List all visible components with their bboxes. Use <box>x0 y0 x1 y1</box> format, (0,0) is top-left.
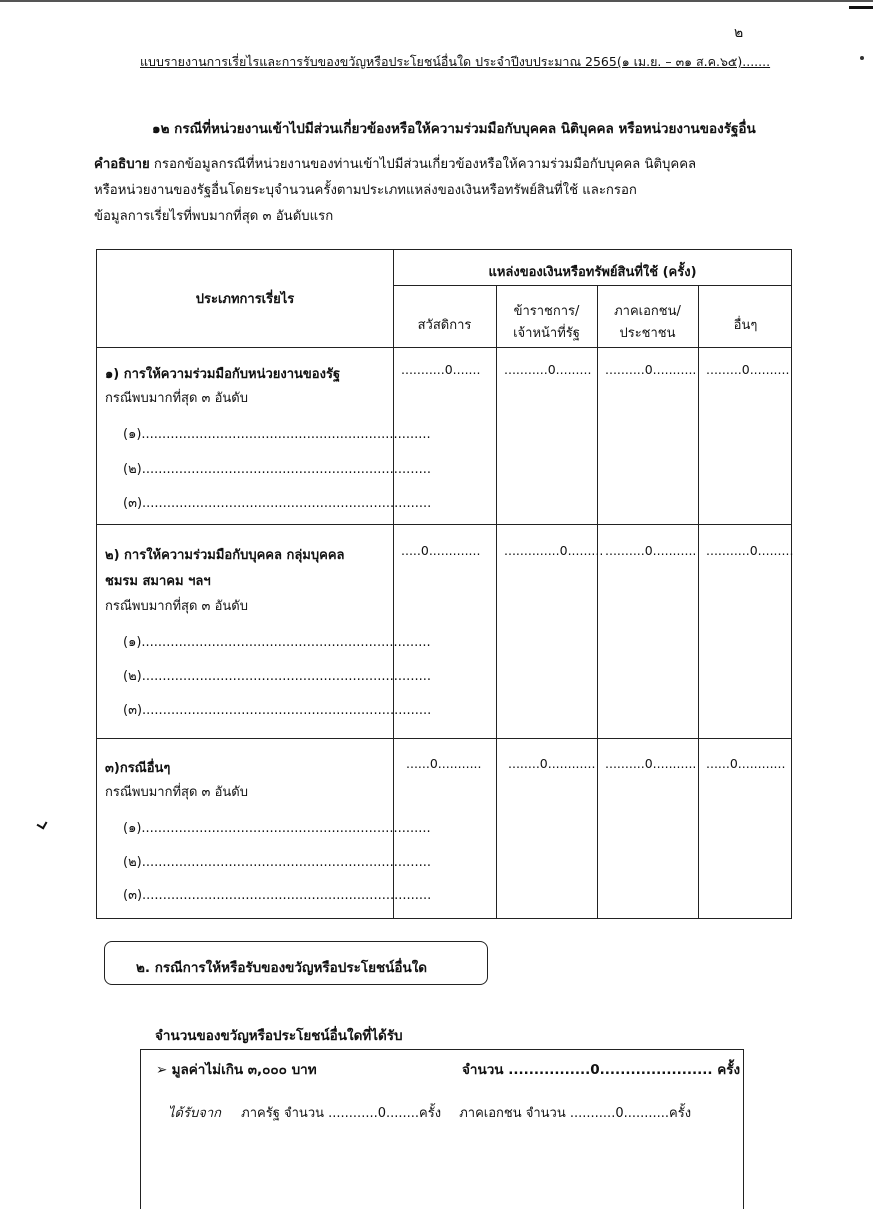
header-officials-line1: ข้าราชการ/ <box>513 304 580 319</box>
arrow-icon: ➢ <box>156 1062 168 1078</box>
row-2-subtitle: กรณีพบมากที่สุด ๓ อันดับ <box>105 599 248 614</box>
row-3-item-3: (๓)...................................................................... <box>123 888 432 903</box>
row-1-item-2: (๒)...................................................................... <box>123 462 431 477</box>
row-3-title: ๓)กรณีอื่นๆ <box>105 761 171 776</box>
header-welfare: สวัสดิการ <box>417 318 472 333</box>
row-2-item-1: (๑)...................................................................... <box>123 635 431 650</box>
table-divider-h <box>97 738 792 739</box>
row-3-other-value: ......0............ <box>706 756 786 771</box>
table-divider-v <box>597 285 598 919</box>
header-other: อื่นๆ <box>733 318 758 333</box>
gift-gov-count: ภาครัฐ จำนวน ............0........ครั้ง <box>241 1106 442 1121</box>
gift-source-row <box>168 1102 691 1123</box>
row-3-item-2: (๒)...................................................................... <box>123 855 431 870</box>
header-officials-line2: เจ้าหน้าที่รัฐ <box>513 326 580 341</box>
header-type: ประเภทการเรี่ยไร <box>195 292 295 307</box>
gift-private-count: ภาคเอกชน จำนวน ...........0...........ครั้ง <box>459 1106 692 1121</box>
row-1-welfare-value: ...........0....... <box>401 362 481 377</box>
gift-value-row <box>156 1058 741 1080</box>
row-2-item-2: (๒)...................................................................... <box>123 669 431 684</box>
gift-count: จำนวน ................0...................... ครั้ง <box>462 1062 741 1078</box>
report-header: แบบรายงานการเรี่ยไรและการรับของขวัญหรือประโยชน์อื่นใด ประจำปีงบประมาณ 2565(๑ เม.ย. – ๓๑ ส.ค.๖๕)....... <box>140 54 771 69</box>
header-source-group: แหล่งของเงินหรือทรัพย์สินที่ใช้ (ครั้ง) <box>488 265 697 280</box>
row-2-officials-value: ..............0......... <box>504 543 604 558</box>
row-3-officials-value: ........0............ <box>508 756 596 771</box>
header-private <box>597 301 698 345</box>
row-1-officials-value: ...........0......... <box>504 362 592 377</box>
section-2-title: ๒. กรณีการให้หรือรับของขวัญหรือประโยชน์อื่นใด <box>136 960 428 976</box>
row-1-item-1: (๑)...................................................................... <box>123 427 431 442</box>
row-3-subtitle: กรณีพบมากที่สุด ๓ อันดับ <box>105 785 248 800</box>
description-text-1: กรอกข้อมูลกรณีที่หน่วยงานของท่านเข้าไปมีส่วนเกี่ยวข้องหรือให้ความร่วมมือกับบุคคล นิติบุคคล <box>153 157 697 172</box>
row-2-other-value: ...........0......... <box>706 543 794 558</box>
table-divider-h <box>97 524 792 525</box>
row-2-item-3: (๓)...................................................................... <box>123 703 432 718</box>
section-title: ๑๒ กรณีที่หน่วยงานเข้าไปมีส่วนเกี่ยวข้องหรือให้ความร่วมมือกับบุคคล นิติบุคคล หรือหน่วยงานของรัฐอื่น <box>152 121 756 137</box>
page-number: ๒ <box>734 25 744 41</box>
description-line-2: หรือหน่วยงานของรัฐอื่นโดยระบุจำนวนครั้งตามประเภทแหล่งของเงินหรือทรัพย์สินที่ใช้ และกรอก <box>94 183 637 198</box>
row-2-title-line2: ชมรม สมาคม ฯลฯ <box>105 574 211 589</box>
row-1-title: ๑) การให้ความร่วมมือกับหน่วยงานของรัฐ <box>105 367 341 382</box>
gift-value-label: มูลค่าไม่เกิน ๓,๐๐๐ บาท <box>171 1062 317 1078</box>
row-3-welfare-value: ......0........... <box>406 756 482 771</box>
row-2-welfare-value: .....0............. <box>401 543 481 558</box>
row-3-private-value: ..........0........... <box>605 756 697 771</box>
table-divider-v <box>698 285 699 919</box>
description <box>94 152 794 230</box>
received-from-label: ได้รับจาก <box>168 1106 222 1121</box>
row-3-item-1: (๑)...................................................................... <box>123 821 431 836</box>
row-1-private-value: ..........0........... <box>605 362 697 377</box>
header-officials <box>496 301 597 345</box>
table-divider-h <box>393 285 792 286</box>
description-line-3: ข้อมูลการเรี่ยไรที่พบมากที่สุด ๓ อันดับแรก <box>94 209 334 224</box>
description-label: คำอธิบาย <box>94 157 150 172</box>
description-line-1 <box>94 152 794 178</box>
row-1-subtitle: กรณีพบมากที่สุด ๓ อันดับ <box>105 391 248 406</box>
row-2-title: ๒) การให้ความร่วมมือกับบุคคล กลุ่มบุคคล <box>105 548 345 563</box>
header-private-line2: ประชาชน <box>619 326 676 341</box>
row-1-item-3: (๓)...................................................................... <box>123 496 432 511</box>
top-edge-line <box>0 0 873 2</box>
gifts-received-title: จำนวนของขวัญหรือประโยชน์อื่นใดที่ได้รับ <box>155 1028 403 1044</box>
collection-table <box>96 249 792 919</box>
table-divider-h <box>97 347 792 348</box>
stray-mark <box>37 819 48 830</box>
corner-mark <box>849 6 873 9</box>
header-private-line1: ภาคเอกชน/ <box>614 304 681 319</box>
stray-dot <box>860 56 864 60</box>
table-divider-v <box>496 285 497 919</box>
row-1-other-value: .........0.......... <box>706 362 790 377</box>
row-2-private-value: ..........0........... <box>605 543 697 558</box>
